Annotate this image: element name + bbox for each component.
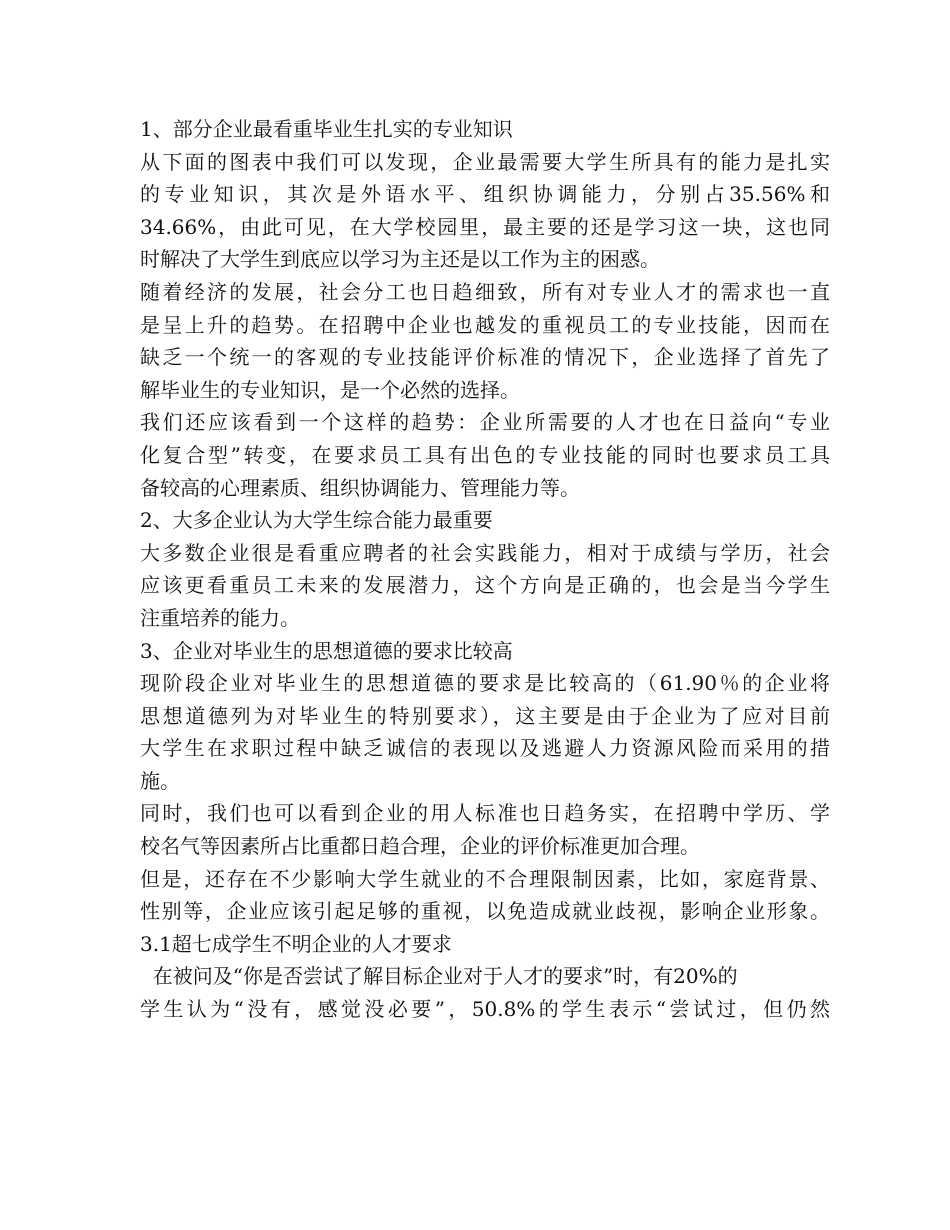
body-line: 同时，我们也可以看到企业的用人标准也日趋务实，在招聘中学历、学	[140, 801, 830, 826]
body-line: 我们还应该看到一个这样的趋势：企业所需要的人才也在日益向“专业	[140, 410, 830, 435]
body-line: 注重培养的能力。	[140, 605, 300, 630]
body-line: 化复合型”转变，在要求员工具有出色的专业技能的同时也要求员工具	[140, 442, 830, 467]
body-line: 时解决了大学生到底应以学习为主还是以工作为主的困惑。	[140, 247, 660, 272]
body-line: 从下面的图表中我们可以发现，企业最需要大学生所具有的能力是扎实	[140, 149, 830, 174]
body-line: 34.66%，由此可见，在大学校园里，最主要的还是学习这一块，这也同	[140, 214, 830, 239]
body-line: 在被问及“你是否尝试了解目标企业对于人才的要求”时，有20%的	[140, 964, 738, 989]
body-line: 是呈上升的趋势。在招聘中企业也越发的重视员工的专业技能，因而在	[140, 312, 830, 337]
body-line: 思想道德列为对毕业生的特别要求），这主要是由于企业为了应对目前	[140, 703, 830, 728]
heading-2: 2、大多企业认为大学生综合能力最重要	[140, 508, 493, 533]
body-line: 解毕业生的专业知识，是一个必然的选择。	[140, 377, 520, 402]
body-line: 应该更看重员工未来的发展潜力，这个方向是正确的，也会是当今学生	[140, 573, 830, 598]
body-line: 学生认为“没有，感觉没必要”，50.8%的学生表示“尝试过，但仍然	[140, 997, 830, 1022]
body-line: 随着经济的发展，社会分工也日趋细致，所有对专业人才的需求也一直	[140, 279, 830, 304]
body-line: 性别等，企业应该引起足够的重视，以免造成就业歧视，影响企业形象。	[140, 899, 830, 924]
body-line: 现阶段企业对毕业生的思想道德的要求是比较高的（61.90％的企业将	[140, 671, 830, 696]
body-line: 缺乏一个统一的客观的专业技能评价标准的情况下，企业选择了首先了	[140, 345, 830, 370]
document-page	[140, 113, 830, 1026]
body-line: 大多数企业很是看重应聘者的社会实践能力，相对于成绩与学历，社会	[140, 540, 830, 565]
body-line: 大学生在求职过程中缺乏诚信的表现以及逃避人力资源风险而采用的措	[140, 736, 830, 761]
heading-3-1: 3.1超七成学生不明企业的人才要求	[140, 931, 452, 956]
heading-3: 3、企业对毕业生的思想道德的要求比较高	[140, 638, 513, 663]
body-line: 施。	[140, 768, 180, 793]
body-line: 的专业知识，其次是外语水平、组织协调能力，分别占35.56%和	[140, 182, 830, 207]
body-line: 校名气等因素所占比重都日趋合理，企业的评价标准更加合理。	[140, 834, 700, 859]
body-line: 但是，还存在不少影响大学生就业的不合理限制因素，比如，家庭背景、	[140, 866, 830, 891]
body-line: 备较高的心理素质、组织协调能力、管理能力等。	[140, 475, 580, 500]
heading-1: 1、部分企业最看重毕业生扎实的专业知识	[140, 117, 513, 141]
